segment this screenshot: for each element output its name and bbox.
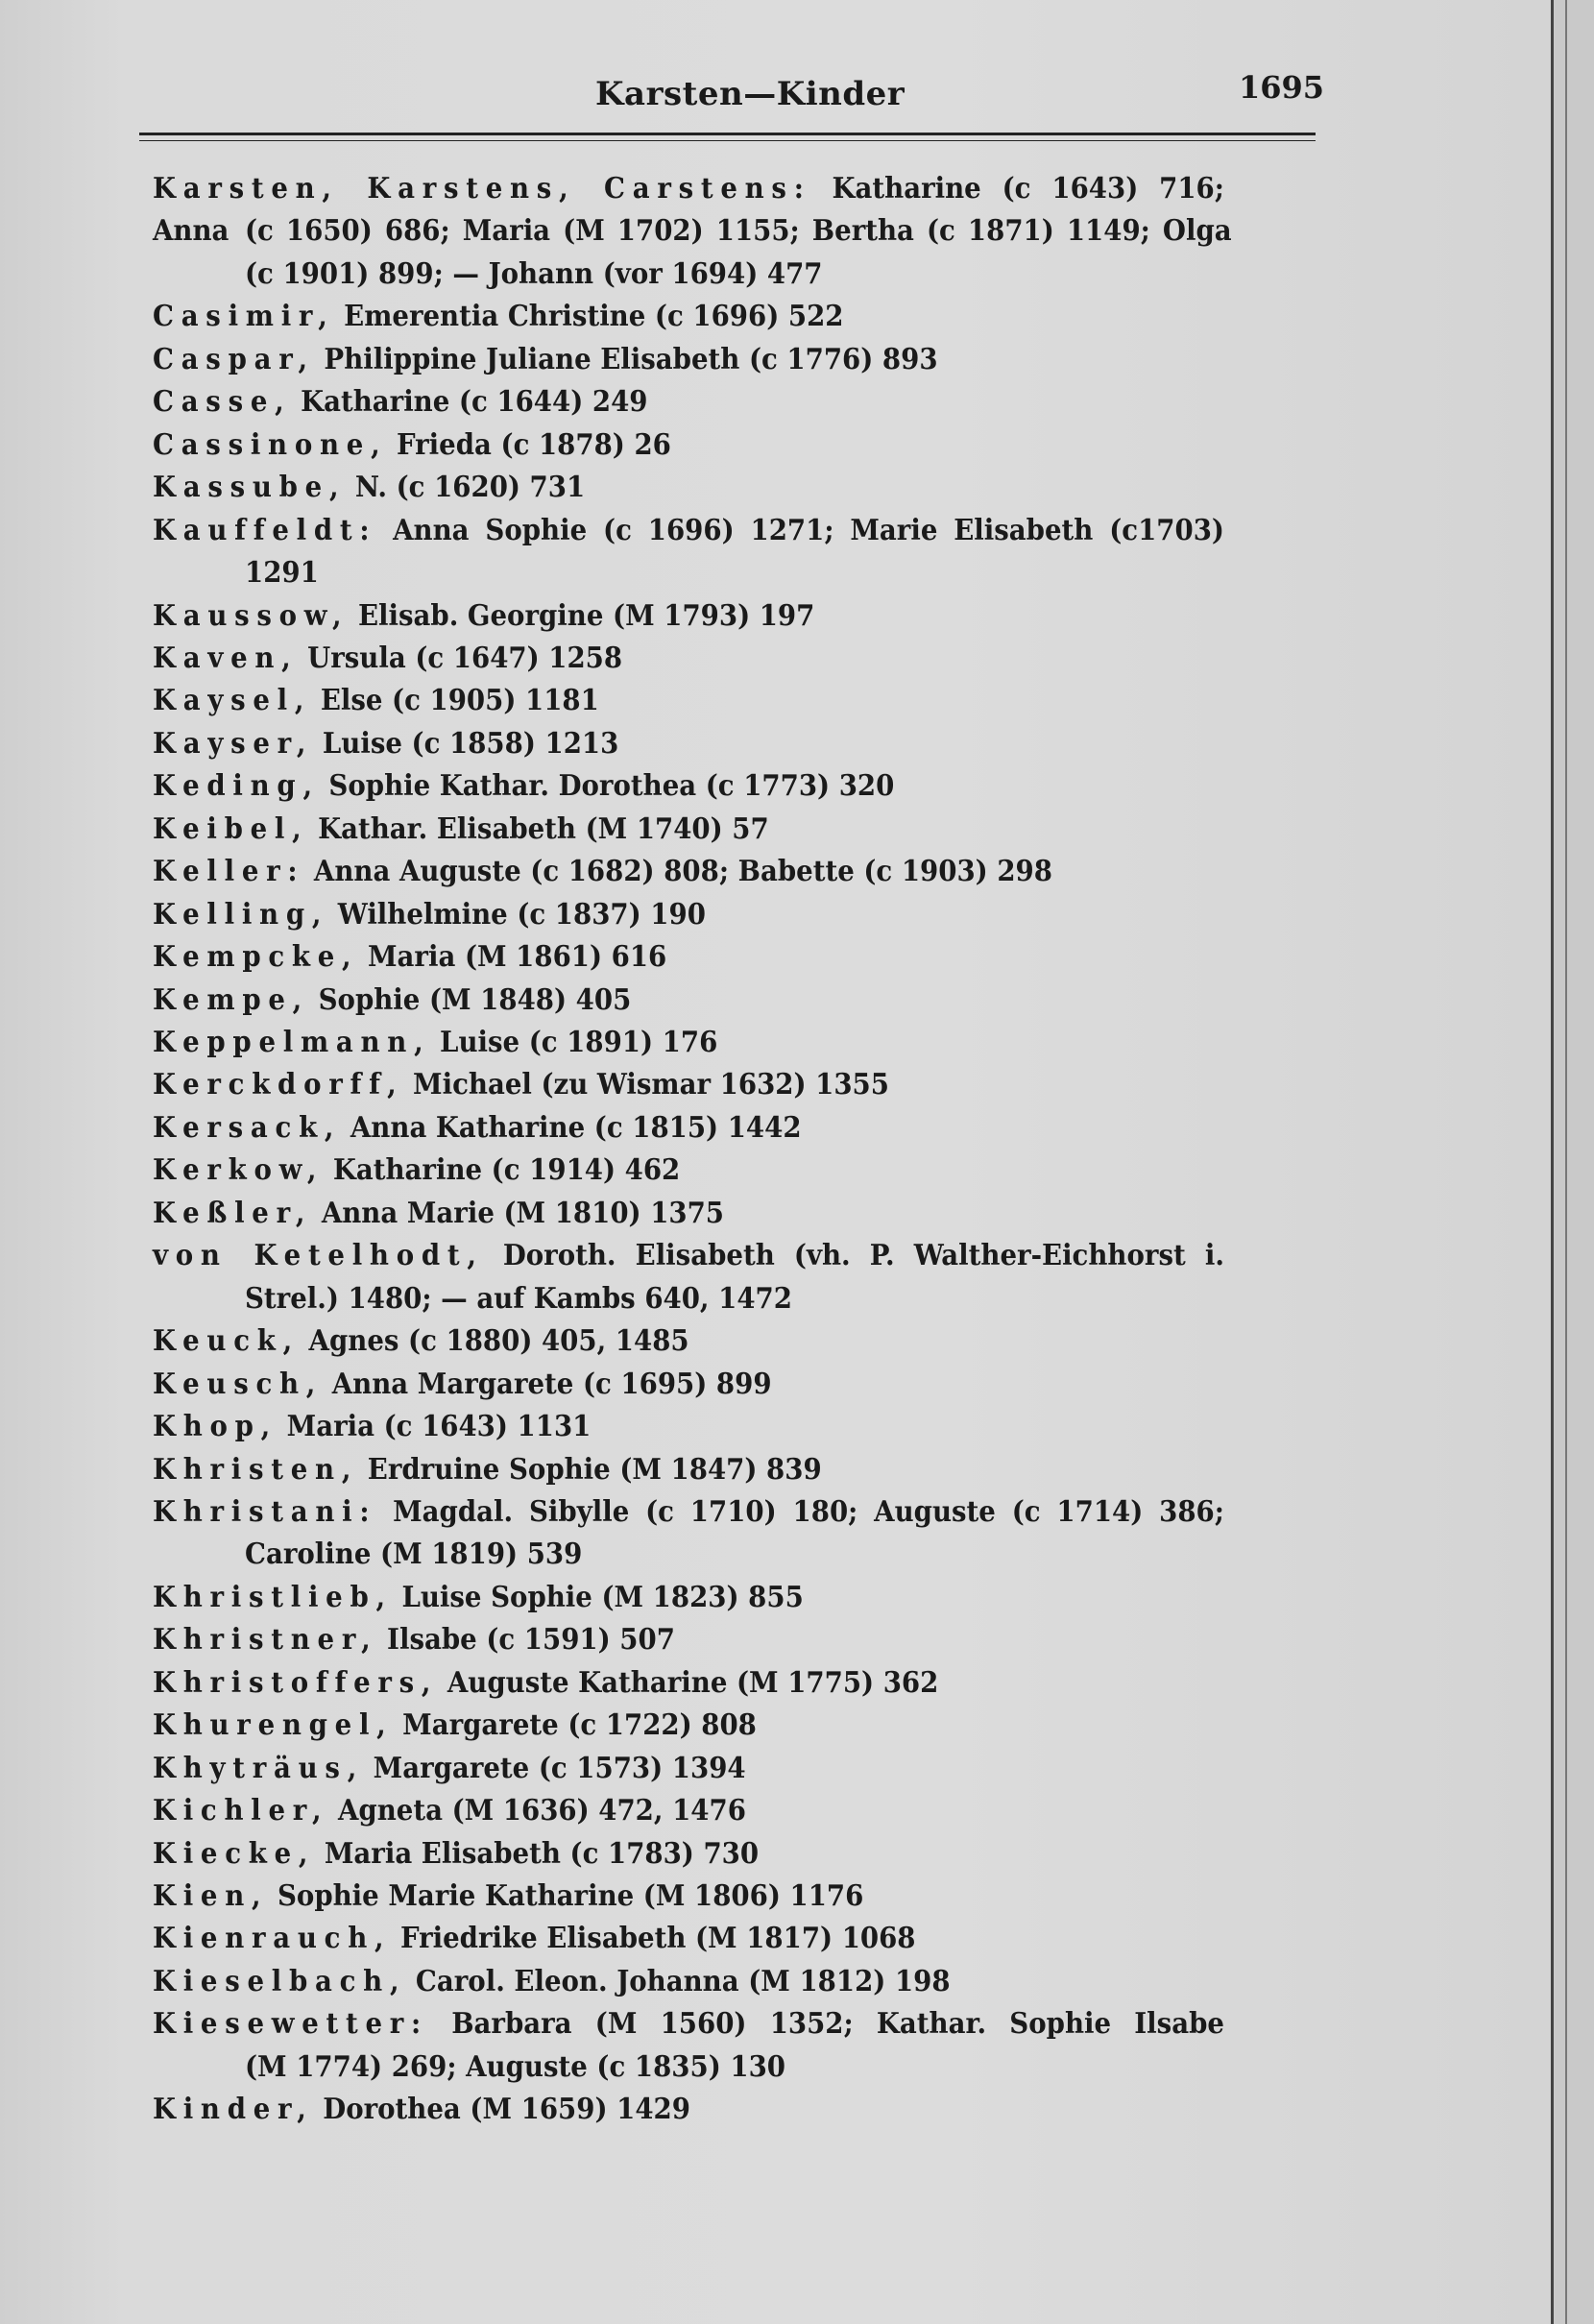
entry-details: Doroth. Elisabeth (vh. P. Walther-Eichhorst i.	[502, 1239, 1224, 1273]
index-entry	[153, 1235, 1224, 1277]
entry-surname: Khop,	[153, 1410, 278, 1444]
entry-details: Kathar. Elisabeth (M 1740) 57	[318, 811, 769, 846]
page-number: 1695	[1239, 69, 1325, 106]
header-rule-thin	[139, 140, 1316, 141]
entry-details: Anna Sophie (c 1696) 1271; Marie Elisabeth (c1703)	[393, 513, 1224, 547]
index-entry-continuation	[245, 1278, 1232, 1320]
entry-details: N. (c 1620) 731	[354, 471, 586, 505]
index-entry	[153, 980, 1224, 1022]
entry-surname: Keuck,	[153, 1324, 300, 1359]
entry-details: Anna Margarete (c 1695) 899	[331, 1367, 772, 1401]
entry-surname: Kiesewetter:	[153, 2007, 428, 2042]
index-entry	[153, 1918, 1224, 1960]
index-entry	[153, 1748, 1224, 1790]
entry-details: Caroline (M 1819) 539	[245, 1537, 583, 1572]
index-entry	[153, 723, 1224, 765]
entry-details: Dorothea (M 1659) 1429	[323, 2093, 690, 2127]
index-entry	[153, 680, 1224, 722]
page-edge-line	[1551, 0, 1554, 2324]
entry-details: (c 1901) 899; — Johann (vor 1694) 477	[245, 256, 823, 291]
entry-details: Emerentia Christine (c 1696) 522	[344, 300, 844, 334]
index-entry	[153, 381, 1224, 424]
entry-surname: Kaussow,	[153, 598, 350, 633]
entry-details: Luise (c 1891) 176	[440, 1026, 718, 1059]
index-entry	[153, 467, 1224, 509]
entry-details: Philippine Juliane Elisabeth (c 1776) 893	[324, 342, 938, 376]
index-entry-continuation	[245, 2046, 1232, 2089]
entry-surname: Kersack,	[153, 1110, 342, 1145]
entry-surname: Khristen,	[153, 1452, 359, 1487]
entry-surname: Karsten, Karstens, Carstens:	[153, 172, 811, 206]
entry-surname: Kichler,	[153, 1794, 329, 1828]
entry-details: Anna Auguste (c 1682) 808; Babette (c 1903) 298	[313, 855, 1052, 889]
entry-details: Katharine (c 1914) 462	[332, 1153, 681, 1188]
index-entry	[153, 1577, 1224, 1619]
entry-details: Sophie Kathar. Dorothea (c 1773) 320	[328, 769, 895, 804]
header-rule-thick	[139, 133, 1316, 135]
index-entry	[153, 1406, 1224, 1448]
entry-surname: von Ketelhodt,	[153, 1239, 484, 1273]
index-entry	[153, 809, 1224, 851]
entry-surname: Casimir,	[153, 300, 335, 334]
entry-surname: Kinder,	[153, 2093, 314, 2127]
entry-details: Else (c 1905) 1181	[320, 684, 599, 718]
entry-details: Anna Marie (M 1810) 1375	[321, 1196, 725, 1230]
entry-details: Auguste Katharine (M 1775) 362	[447, 1665, 939, 1700]
index-entry	[153, 1790, 1224, 1832]
index-entry	[153, 2089, 1224, 2131]
entry-details: Elisab. Georgine (M 1793) 197	[357, 598, 815, 633]
index-entry	[153, 1619, 1224, 1661]
index-entry	[153, 765, 1224, 808]
entry-details: Agneta (M 1636) 472, 1476	[337, 1794, 746, 1828]
index-entry	[153, 1107, 1224, 1150]
entry-surname: Keding,	[153, 769, 320, 804]
index-entry	[153, 1705, 1224, 1747]
entry-details: Agnes (c 1880) 405, 1485	[308, 1324, 689, 1359]
entry-surname: Keppelmann,	[153, 1026, 431, 1059]
index-entry	[153, 1320, 1224, 1363]
entry-details: Ilsabe (c 1591) 507	[387, 1623, 675, 1658]
index-entry	[153, 339, 1224, 381]
entry-details: Friedrike Elisabeth (M 1817) 1068	[399, 1922, 916, 1956]
index-entry	[153, 2003, 1224, 2046]
entry-details: Maria Elisabeth (c 1783) 730	[324, 1836, 760, 1871]
entry-details: Margarete (c 1573) 1394	[373, 1751, 746, 1785]
index-entry-continuation	[245, 210, 1232, 253]
index-entry	[153, 1876, 1224, 1918]
index-entry	[153, 1193, 1224, 1235]
entry-surname: Kassube,	[153, 471, 347, 505]
index-entry	[153, 936, 1224, 979]
entry-surname: Khristlieb,	[153, 1580, 393, 1614]
entry-surname: Caspar,	[153, 342, 315, 376]
index-entry	[153, 1833, 1224, 1876]
entry-surname: Khurengel,	[153, 1708, 394, 1743]
index-entry	[153, 851, 1224, 893]
entry-details: Maria (M 1861) 616	[367, 940, 667, 975]
entry-details: Wilhelmine (c 1837) 190	[337, 897, 706, 932]
entry-surname: Kempcke,	[153, 940, 359, 975]
entry-details: Luise Sophie (M 1823) 855	[401, 1580, 804, 1614]
entry-surname: Khristani:	[153, 1494, 377, 1529]
entry-surname: Kayser,	[153, 726, 314, 761]
entry-details: Luise (c 1858) 1213	[322, 726, 619, 761]
entry-surname: Kaysel,	[153, 684, 312, 718]
index-entry	[153, 1449, 1224, 1491]
entry-details: Michael (zu Wismar 1632) 1355	[413, 1068, 889, 1102]
entry-surname: Keibel,	[153, 811, 309, 846]
index-entry-continuation	[245, 1534, 1232, 1576]
entry-details: Ursula (c 1647) 1258	[307, 641, 623, 675]
index-entry	[153, 638, 1224, 680]
entry-surname: Kieselbach,	[153, 1964, 407, 1998]
entry-surname: Khristoffers,	[153, 1665, 439, 1700]
entry-surname: Kerckdorff,	[153, 1068, 404, 1102]
entry-surname: Kerkow,	[153, 1153, 325, 1188]
book-edge	[1554, 0, 1594, 2324]
entry-details: Frieda (c 1878) 26	[397, 427, 671, 462]
entry-surname: Kiecke,	[153, 1836, 316, 1871]
index-entry	[153, 595, 1224, 638]
index-entry	[153, 1150, 1224, 1192]
entry-surname: Kelling,	[153, 897, 329, 932]
entry-details: Anna Katharine (c 1815) 1442	[350, 1110, 802, 1145]
index-entry	[153, 424, 1224, 467]
entry-details: Margarete (c 1722) 808	[402, 1708, 757, 1743]
entry-details: Barbara (M 1560) 1352; Kathar. Sophie Ilsabe	[451, 2007, 1224, 2042]
entry-surname: Khristner,	[153, 1623, 378, 1658]
entry-details: 1291	[245, 556, 319, 591]
index-entry	[153, 1961, 1224, 2003]
entry-surname: Kempe,	[153, 982, 309, 1017]
entry-details: Katharine (c 1643) 716; Anna	[153, 172, 1224, 248]
index-entry	[153, 1064, 1224, 1106]
index-entry	[153, 510, 1224, 552]
entry-surname: Kien,	[153, 1879, 269, 1913]
index-entry-continuation	[245, 552, 1232, 594]
index-entry	[153, 1662, 1224, 1705]
entry-details: Carol. Eleon. Johanna (M 1812) 198	[415, 1964, 951, 1998]
running-header: Karsten—Kinder	[595, 75, 906, 113]
index-entry	[153, 296, 1224, 338]
entry-surname: Kaven,	[153, 641, 299, 675]
entry-details: Erdruine Sophie (M 1847) 839	[367, 1452, 822, 1487]
entry-surname: Casse,	[153, 385, 292, 420]
entry-details: Katharine (c 1644) 249	[301, 385, 648, 420]
entry-surname: Khyträus,	[153, 1751, 365, 1785]
entry-details: (M 1774) 269; Auguste (c 1835) 130	[245, 2049, 785, 2084]
entry-details: (c 1650) 686; Maria (M 1702) 1155; Bertha (c 1871) 1149; Olga	[245, 214, 1232, 249]
entry-details: Magdal. Sibylle (c 1710) 180; Auguste (c 1714) 386;	[393, 1494, 1224, 1529]
entry-surname: Kauffeldt:	[153, 513, 377, 547]
index-entry-continuation	[245, 254, 1232, 296]
entry-details: Sophie (M 1848) 405	[318, 982, 632, 1017]
entry-surname: Keller:	[153, 855, 305, 889]
page-edge-line	[1565, 0, 1567, 2324]
entry-details: Maria (c 1643) 1131	[286, 1410, 592, 1444]
entry-surname: Kienrauch,	[153, 1922, 392, 1956]
index-entry	[153, 894, 1224, 936]
index-entry	[153, 1491, 1224, 1534]
entry-details: Strel.) 1480; — auf Kambs 640, 1472	[245, 1281, 792, 1316]
entry-details: Sophie Marie Katharine (M 1806) 1176	[277, 1879, 864, 1913]
index-entry	[153, 1022, 1224, 1064]
entry-surname: Keßler,	[153, 1196, 313, 1230]
entry-surname: Cassinone,	[153, 427, 388, 462]
index-entry	[153, 1364, 1224, 1406]
entry-surname: Keusch,	[153, 1367, 324, 1401]
